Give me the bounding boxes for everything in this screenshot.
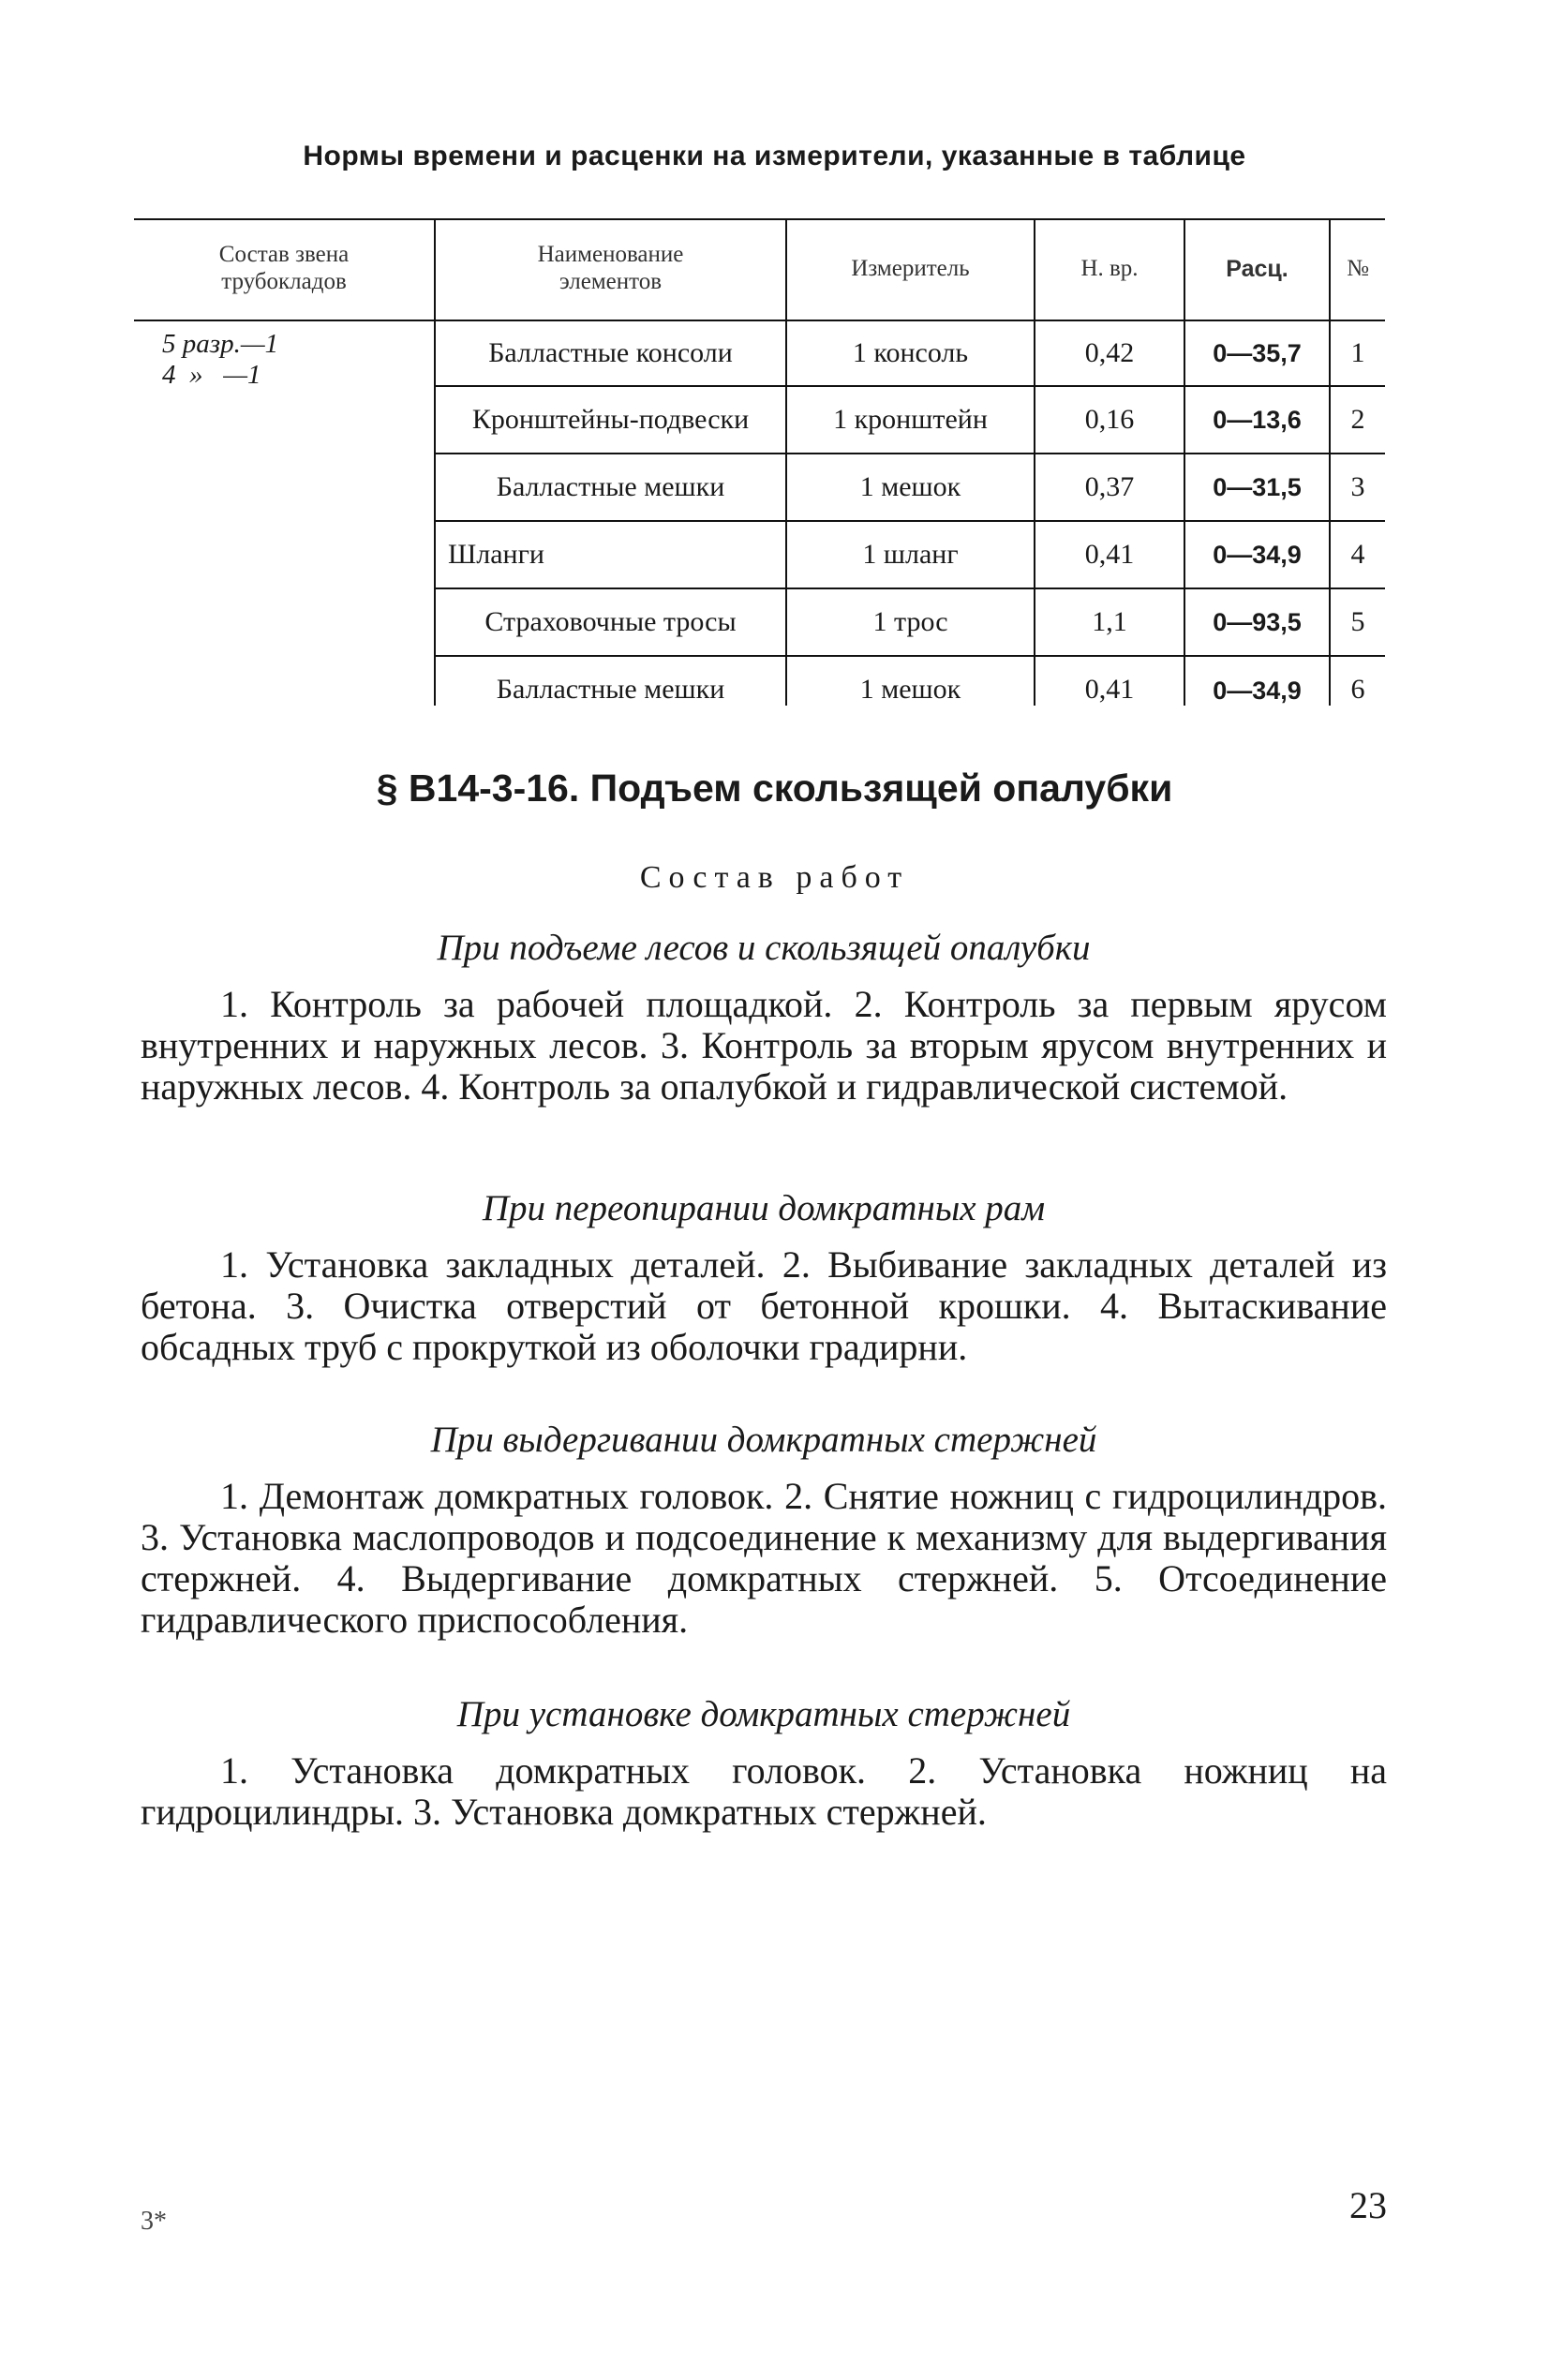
unit-cell: 1 консоль xyxy=(852,337,969,368)
time-norm-cell: 0,41 xyxy=(1084,539,1135,570)
rate-cell: 0—13,6 xyxy=(1213,405,1302,434)
rate-cell: 0—35,7 xyxy=(1213,338,1302,367)
row-number-cell: 4 xyxy=(1350,539,1365,570)
header-number: № xyxy=(1347,255,1369,281)
work-group xyxy=(141,1188,1387,1368)
norms-table xyxy=(134,218,1385,706)
work-group-text: 1. Демонтаж домкратных головок. 2. Снятие ножниц с гидроцилиндров. 3. Установка маслопроводов и подсоединение к механизму для выдергивания стержней. 4. Выдергивание домкратных стержней. 5. Отсоединение гидравлического приспособления. xyxy=(141,1475,1387,1641)
unit-cell: 1 мешок xyxy=(859,471,961,502)
time-norm-cell: 0,41 xyxy=(1084,674,1135,705)
row-number-cell: 5 xyxy=(1350,606,1365,637)
header-time-norm: Н. вр. xyxy=(1080,255,1139,281)
signature-mark: 3* xyxy=(141,2207,167,2236)
row-number-cell: 6 xyxy=(1350,674,1365,705)
crew-line: 5 разр.—1 xyxy=(162,329,279,359)
row-number-cell: 2 xyxy=(1350,404,1365,435)
element-name-cell: Страховочные тросы xyxy=(484,606,737,637)
section-title: § В14-3-16. Подъем скользящей опалубки xyxy=(376,766,1173,810)
header-unit: Измеритель xyxy=(851,255,970,281)
unit-cell: 1 мешок xyxy=(859,674,961,705)
work-group-text: 1. Контроль за рабочей площадкой. 2. Контроль за первым ярусом внутренних и наружных лесов. 3. Контроль за вторым ярусом внутренних и наружных лесов. 4. Контроль за опалубкой и гидравлической системой. xyxy=(141,983,1387,1108)
work-group xyxy=(141,1694,1387,1833)
time-norm-cell: 0,16 xyxy=(1084,404,1135,435)
work-group-title: При переопирании домкратных рам xyxy=(482,1188,1046,1228)
rate-cell: 0—34,9 xyxy=(1213,677,1302,705)
work-group-title: При выдергивании домкратных стержней xyxy=(430,1420,1097,1460)
work-group-title: При установке домкратных стержней xyxy=(456,1694,1071,1734)
row-number-cell: 3 xyxy=(1350,471,1365,502)
element-name-cell: Балластные консоли xyxy=(488,337,733,368)
unit-cell: 1 шланг xyxy=(862,539,959,570)
element-name-cell: Балластные мешки xyxy=(496,471,725,502)
time-norm-cell: 0,42 xyxy=(1084,337,1135,368)
page-number: 23 xyxy=(1349,2184,1387,2226)
element-name-cell: Шланги xyxy=(448,539,544,570)
work-group-text: 1. Установка закладных деталей. 2. Выбивание закладных деталей из бетона. 3. Очистка отверстий от бетонной крошки. 4. Вытаскивание обсадных труб с прокруткой из оболочки градирни. xyxy=(141,1243,1387,1368)
header-crew: Состав звена трубокладов xyxy=(218,242,350,294)
element-name-cell: Кронштейны-подвески xyxy=(471,404,750,435)
time-norm-cell: 0,37 xyxy=(1084,471,1135,502)
unit-cell: 1 кронштейн xyxy=(833,404,988,435)
work-group xyxy=(141,928,1387,1108)
element-name-cell: Балластные мешки xyxy=(496,674,725,705)
work-group xyxy=(141,1420,1387,1641)
section-subtitle: Состав работ xyxy=(639,860,910,895)
crew-line: 4 » —1 xyxy=(162,360,261,391)
work-group-text: 1. Установка домкратных головок. 2. Установка ножниц на гидроцилиндры. 3. Установка домкратных стержней. xyxy=(141,1749,1387,1833)
rate-cell: 0—34,9 xyxy=(1213,540,1302,569)
unit-cell: 1 трос xyxy=(872,606,948,637)
work-group-title: При подъеме лесов и скользящей опалубки xyxy=(437,928,1091,968)
row-number-cell: 1 xyxy=(1350,337,1365,368)
rate-cell: 0—93,5 xyxy=(1213,607,1302,636)
table-caption: Нормы времени и расценки на измерители, указанные в таблице xyxy=(303,141,1246,171)
header-element-name: Наименование элементов xyxy=(537,242,684,294)
header-rate: Расц. xyxy=(1226,255,1288,282)
rate-cell: 0—31,5 xyxy=(1213,472,1302,501)
crew-composition xyxy=(162,329,278,392)
time-norm-cell: 1,1 xyxy=(1092,606,1127,637)
